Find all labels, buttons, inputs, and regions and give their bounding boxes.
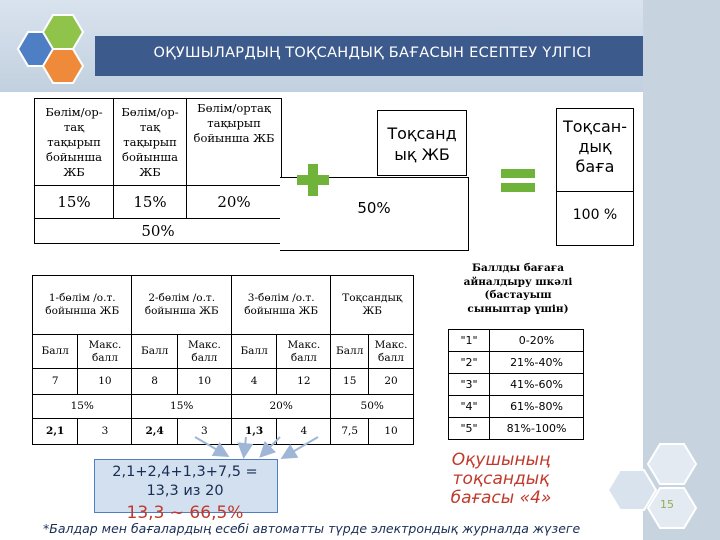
result-cell: 10 bbox=[369, 419, 414, 445]
max-header: Макс. балл bbox=[78, 335, 132, 369]
quarter-value: 50% bbox=[357, 199, 391, 217]
final-grade: Оқушының тоқсандық бағасы «4» bbox=[450, 450, 552, 508]
score-cell: 4 bbox=[231, 369, 276, 395]
ball-header: Балл bbox=[132, 335, 177, 369]
section-name-1: 1-бөлім /о.т. бойынша ЖБ bbox=[33, 276, 132, 335]
arrow bbox=[284, 437, 318, 457]
range-cell: 41%-60% bbox=[490, 374, 584, 396]
grade-cell: "2" bbox=[449, 352, 490, 374]
section-header-1: Бөлім/ор- тақ тақырып бойынша ЖБ bbox=[35, 99, 114, 186]
weight-cell: 20% bbox=[187, 186, 282, 219]
section-name-3: 3-бөлім /о.т. бойынша ЖБ bbox=[231, 276, 330, 335]
quarter-label-box: Тоқсанд ық ЖБ bbox=[377, 110, 467, 176]
weight-cell: 50% bbox=[331, 395, 414, 419]
max-header: Макс. балл bbox=[369, 335, 414, 369]
total-weight-cell: 50% bbox=[35, 219, 282, 244]
max-header: Макс. балл bbox=[177, 335, 231, 369]
grade-cell: "1" bbox=[449, 330, 490, 352]
section-header-2: Бөлім/ор- тақ тақырып бойынша ЖБ bbox=[114, 99, 187, 186]
score-cell: 20 bbox=[369, 369, 414, 395]
grade-cell: "4" bbox=[449, 396, 490, 418]
result-cell: 2,4 bbox=[132, 419, 177, 445]
page-title: ОҚУШЫЛАРДЫҢ ТОҚСАНДЫҚ БАҒАСЫН ЕСЕПТЕУ ҮЛГІСІ bbox=[153, 45, 592, 61]
calculation-line-1: 2,1+2,4+1,3+7,5 = bbox=[112, 464, 258, 480]
score-cell: 10 bbox=[78, 369, 132, 395]
hexagon-decoration-icon bbox=[600, 442, 720, 540]
result-cell: 3 bbox=[177, 419, 231, 445]
result-cell: 1,3 bbox=[231, 419, 276, 445]
conversion-title: Баллды бағаға айналдыру шкәлі (бастауыш сыныптар үшін) bbox=[463, 262, 573, 315]
ball-header: Балл bbox=[331, 335, 369, 369]
result-cell: 3 bbox=[78, 419, 132, 445]
range-cell: 0-20% bbox=[490, 330, 584, 352]
grade-value: 100 % bbox=[572, 207, 618, 223]
range-cell: 81%-100% bbox=[490, 418, 584, 440]
weight-cell: 15% bbox=[114, 186, 187, 219]
result-cell: 2,1 bbox=[33, 419, 78, 445]
result-cell: 4 bbox=[277, 419, 331, 445]
weight-cell: 15% bbox=[33, 395, 132, 419]
section-name-4: Тоқсандық ЖБ bbox=[331, 276, 414, 335]
weight-cell: 15% bbox=[35, 186, 114, 219]
grade-cell: "3" bbox=[449, 374, 490, 396]
section-header-3: Бөлім/ортақ тақырып бойынша ЖБ bbox=[187, 99, 282, 186]
weight-cell: 15% bbox=[132, 395, 231, 419]
arrow bbox=[195, 437, 226, 455]
result-cell: 7,5 bbox=[331, 419, 369, 445]
section-name-2: 2-бөлім /о.т. бойынша ЖБ bbox=[132, 276, 231, 335]
ball-header: Балл bbox=[33, 335, 78, 369]
quarter-label: Тоқсанд bbox=[387, 124, 457, 143]
calculation-text bbox=[94, 463, 276, 501]
arrow bbox=[262, 437, 280, 455]
ball-header: Балл bbox=[231, 335, 276, 369]
max-header: Макс. балл bbox=[277, 335, 331, 369]
score-cell: 15 bbox=[331, 369, 369, 395]
arrow bbox=[244, 437, 246, 455]
score-cell: 10 bbox=[177, 369, 231, 395]
score-cell: 8 bbox=[132, 369, 177, 395]
range-cell: 21%-40% bbox=[490, 352, 584, 374]
page-number: 15 bbox=[660, 498, 674, 511]
range-cell: 61%-80% bbox=[490, 396, 584, 418]
grade-cell: "5" bbox=[449, 418, 490, 440]
score-cell: 12 bbox=[277, 369, 331, 395]
footnote: *Балдар мен бағалардың есебі автоматты түрде электрондық журналда жүзеге bbox=[43, 521, 581, 536]
grade-label: Тоқсан- дық баға bbox=[557, 117, 633, 192]
score-cell: 7 bbox=[33, 369, 78, 395]
calculation-line-2: 13,3 из 20 bbox=[146, 483, 224, 499]
calculation-result: 13,3 ~ 66,5% bbox=[126, 503, 244, 523]
weight-cell: 20% bbox=[231, 395, 330, 419]
